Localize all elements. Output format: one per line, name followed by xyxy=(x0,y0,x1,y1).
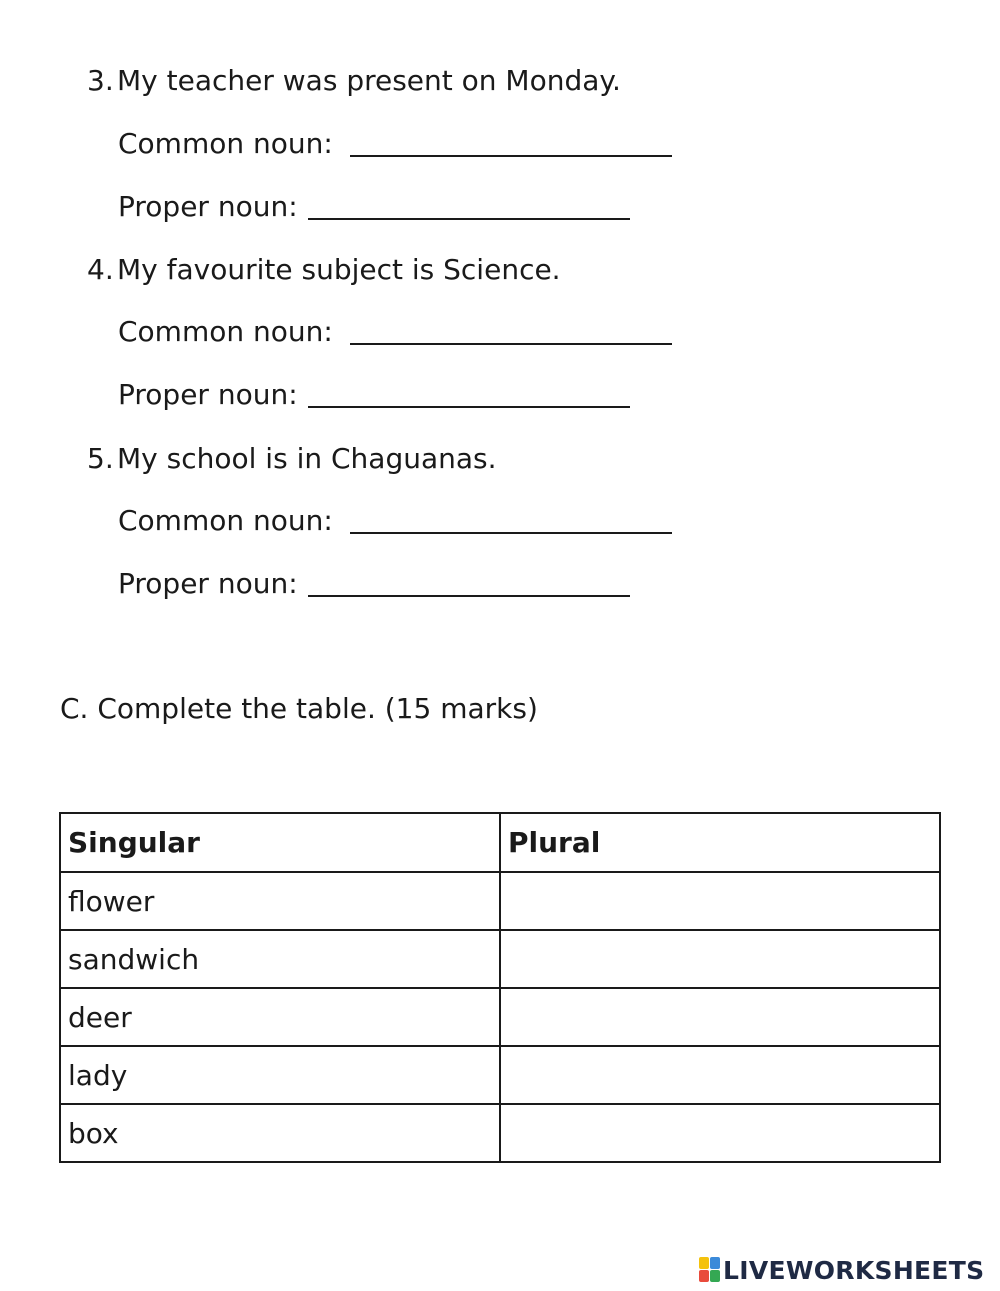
common-noun-label: Common noun: xyxy=(118,127,333,160)
table-row xyxy=(60,930,940,988)
proper-noun-answer-blank[interactable] xyxy=(308,595,630,597)
header-singular: Singular xyxy=(60,813,500,872)
question-sentence: My school is in Chaguanas. xyxy=(117,442,497,475)
question-number: 3. xyxy=(87,64,114,97)
table-row xyxy=(60,1104,940,1162)
proper-noun-label: Proper noun: xyxy=(118,378,298,411)
question-sentence: My teacher was present on Monday. xyxy=(117,64,621,97)
liveworksheets-logo-icon xyxy=(699,1257,721,1283)
table-row xyxy=(60,872,940,930)
plural-answer-cell[interactable] xyxy=(500,1104,940,1162)
singular-cell: lady xyxy=(60,1046,500,1104)
proper-noun-label: Proper noun: xyxy=(118,190,298,223)
section-c-title: C. Complete the table. (15 marks) xyxy=(60,692,538,725)
question-4 xyxy=(87,252,561,288)
singular-cell: sandwich xyxy=(60,930,500,988)
singular-cell: box xyxy=(60,1104,500,1162)
question-5 xyxy=(87,441,497,477)
plural-answer-cell[interactable] xyxy=(500,1046,940,1104)
proper-noun-answer-blank[interactable] xyxy=(308,406,630,408)
common-noun-label: Common noun: xyxy=(118,504,333,537)
singular-cell: deer xyxy=(60,988,500,1046)
question-3 xyxy=(87,63,621,99)
table-row xyxy=(60,988,940,1046)
plural-answer-cell[interactable] xyxy=(500,872,940,930)
question-number: 4. xyxy=(87,253,114,286)
question-number: 5. xyxy=(87,442,114,475)
common-noun-label: Common noun: xyxy=(118,315,333,348)
table-header-row xyxy=(60,813,940,872)
question-sentence: My favourite subject is Science. xyxy=(117,253,561,286)
common-noun-answer-blank[interactable] xyxy=(350,532,672,534)
plural-answer-cell[interactable] xyxy=(500,930,940,988)
singular-cell: flower xyxy=(60,872,500,930)
plural-answer-cell[interactable] xyxy=(500,988,940,1046)
proper-noun-label: Proper noun: xyxy=(118,567,298,600)
singular-plural-table xyxy=(59,812,941,1163)
common-noun-answer-blank[interactable] xyxy=(350,155,672,157)
table-row xyxy=(60,1046,940,1104)
liveworksheets-logo xyxy=(699,1254,984,1286)
logo-text: LIVEWORKSHEETS xyxy=(723,1255,985,1285)
common-noun-answer-blank[interactable] xyxy=(350,343,672,345)
proper-noun-answer-blank[interactable] xyxy=(308,218,630,220)
header-plural: Plural xyxy=(500,813,940,872)
